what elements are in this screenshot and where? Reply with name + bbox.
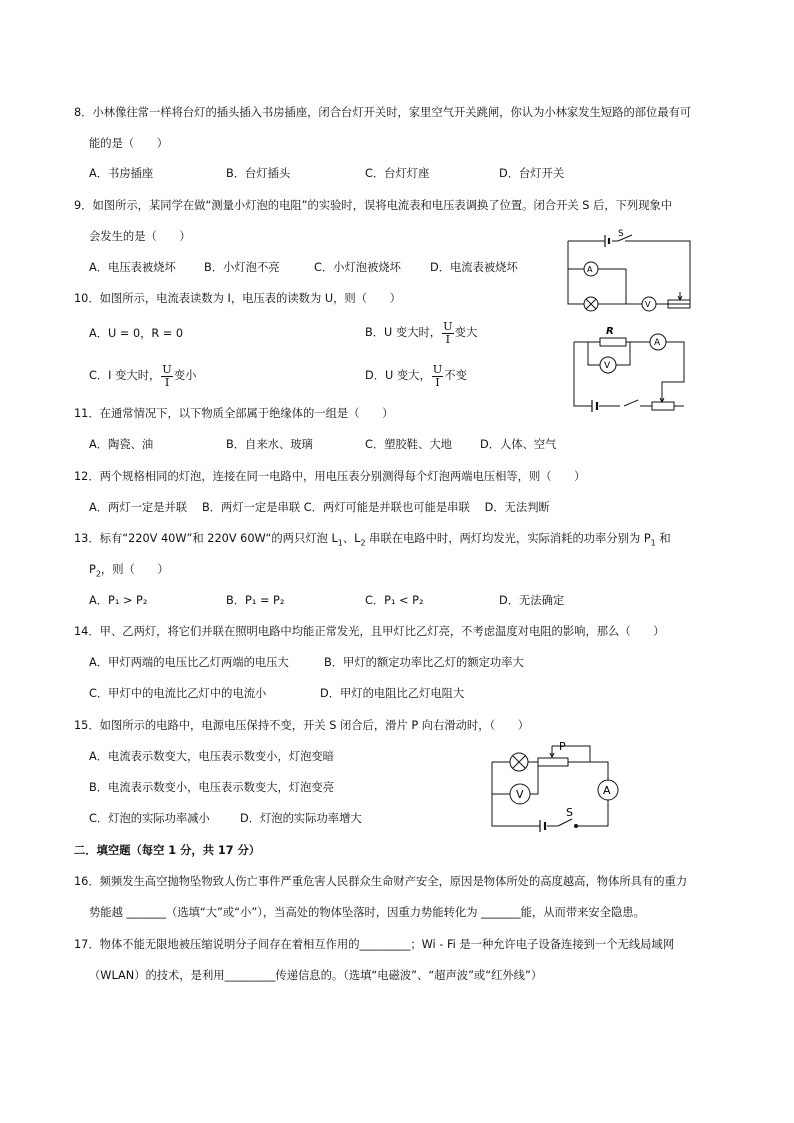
q10-option-c <box>89 360 196 392</box>
q10-resistor <box>600 338 626 346</box>
q14-option-c: C．甲灯中的电流比乙灯中的电流小 <box>89 687 267 700</box>
q13-text-e: P <box>89 563 96 576</box>
q14-stem: 14．甲、乙两灯，将它们并联在照明电路中均能正常发光，且甲灯比乙灯亮，不考虑温度对电阻的影响，那么（ ） <box>74 625 665 638</box>
q11-option-a: A．陶瓷、油 <box>89 438 154 451</box>
q9-switch-label: S <box>618 229 624 239</box>
frac-numerator: U <box>443 319 453 333</box>
q12-options: A．两灯一定是并联 B．两灯一定是串联 C．两灯可能是并联也可能是串联 D．无法判断 <box>89 501 550 514</box>
q8-option-d: D．台灯开关 <box>499 167 565 180</box>
q8-option-b: B．台灯插头 <box>226 167 291 180</box>
q10-top-wire <box>574 342 684 400</box>
q15-option-b: B．电流表示数变小，电压表示数变大，灯泡变亮 <box>89 781 334 794</box>
q15-rheostat <box>538 758 568 766</box>
q14-option-d: D．甲灯的电阻比乙灯电阻大 <box>320 687 465 700</box>
q15-circuit-diagram <box>486 738 626 834</box>
q10-option-d-tail: 不变 <box>444 369 467 382</box>
q15-option-c: C．灯泡的实际功率减小 <box>89 812 210 825</box>
frac-numerator: U <box>162 362 172 376</box>
q8-stem-line2: 能的是（ ） <box>89 137 169 150</box>
q13-stem-line1 <box>74 531 671 551</box>
q13-text-b: 、L <box>342 532 361 545</box>
q10-voltmeter-label: V <box>604 361 611 371</box>
q11-stem: 11．在通常情况下，以下物质全部属于绝缘体的一组是（ ） <box>74 407 394 420</box>
q16-stem-line2: 势能越 _______（选填“大”或“小”），当高处的物体坠落时，因重力势能转化为 _______能，从而带来安全隐患。 <box>89 906 645 919</box>
q13-option-c: C．P₁ < P₂ <box>365 594 424 607</box>
q15-stem: 15．如图所示的电路中，电源电压保持不变，开关 S 闭合后，滑片 P 向右滑动时，（ ） <box>74 719 530 732</box>
q9-option-c: C．小灯泡被烧坏 <box>314 261 401 274</box>
q9-option-a: A．电压表被烧坏 <box>89 261 176 274</box>
q14-option-b: B．甲灯的额定功率比乙灯的额定功率大 <box>324 656 524 669</box>
section-2-heading: 二．填空题（每空 1 分，共 17 分） <box>74 844 261 857</box>
q15-slider-wire <box>552 746 590 762</box>
frac-denominator: I <box>435 375 440 389</box>
frac-denominator: I <box>164 375 170 389</box>
q10-bottom-wire <box>574 342 684 406</box>
q15-voltmeter-branch <box>492 762 538 794</box>
q10-option-d <box>365 360 467 392</box>
q10-option-b-fraction <box>442 321 454 346</box>
q13-stem-line2 <box>89 562 169 582</box>
q10-option-d-text: D．U 变大， <box>365 369 431 382</box>
q10-ammeter-label: A <box>654 338 661 348</box>
q9-circuit-diagram <box>560 226 700 316</box>
q13-option-a: A．P₁ > P₂ <box>89 594 148 607</box>
q15-switch-label: S <box>566 806 573 819</box>
q9-stem-line2: 会发生的是（ ） <box>89 230 191 243</box>
frac-numerator: U <box>432 362 443 376</box>
q13-sub-p2: 2 <box>95 569 101 579</box>
q9-stem-line1: 9．如图所示，某同学在做“测量小灯泡的电阻”的实验时，误将电流表和电压表调换了位置。闭合开关 S 后，下列现象中 <box>74 199 673 212</box>
q8-option-a: A．书房插座 <box>89 167 154 180</box>
q10-option-c-fraction <box>161 364 173 389</box>
q13-text-f: ，则（ ） <box>100 563 169 576</box>
q13-sub-l1: 1 <box>337 538 343 548</box>
q13-text-a: 13．标有“220V 40W”和 220V 60W“的两只灯泡 L <box>74 532 338 545</box>
q15-voltmeter-label: V <box>516 788 524 801</box>
q10-circuit-diagram <box>566 322 696 414</box>
q8-stem-line1: 8．小林像往常一样将台灯的插头插入书房插座，闭合台灯开关时，家里空气开关跳闸，你认为小林家发生短路的部位最有可 <box>74 106 692 119</box>
q13-option-d: D．无法确定 <box>499 594 565 607</box>
q15-top-wire <box>492 762 608 780</box>
q11-option-c: C．塑胶鞋、大地 <box>365 438 452 451</box>
q10-option-c-text: C．I 变大时， <box>89 369 161 382</box>
q10-option-b-text: B．U 变大时， <box>365 326 442 339</box>
q9-voltmeter-label: V <box>645 300 651 309</box>
q8-option-c: C．台灯灯座 <box>365 167 430 180</box>
q10-resistor-label: R <box>606 326 614 337</box>
q10-rheostat <box>652 402 674 410</box>
q10-option-b <box>365 317 477 349</box>
q16-stem-line1: 16．频频发生高空抛物坠物致人伤亡事件严重危害人民群众生命财产安全，原因是物体所处的高度越高，物体所具有的重力 <box>74 875 688 888</box>
frac-denominator: I <box>445 332 451 346</box>
q10-option-b-tail: 变大 <box>454 326 478 339</box>
q11-option-d: D．人体、空气 <box>480 438 557 451</box>
q15-option-d: D．灯泡的实际功率增大 <box>240 812 362 825</box>
q15-ammeter-label: A <box>603 784 611 797</box>
q12-stem: 12．两个规格相同的灯泡，连接在同一电路中，用电压表分别测得每个灯泡两端电压相等，则（ ） <box>74 470 586 483</box>
q15-slider-label: P <box>559 740 566 753</box>
q10-stem: 10．如图所示，电流表读数为 I，电压表的读数为 U，则（ ） <box>74 292 401 305</box>
q9-ammeter-label: A <box>587 265 593 274</box>
q14-option-a: A．甲灯两端的电压比乙灯两端的电压大 <box>89 656 289 669</box>
q15-option-a: A．电流表示数变大，电压表示数变小，灯泡变暗 <box>89 750 334 763</box>
q9-option-d: D．电流表被烧坏 <box>430 261 518 274</box>
q9-ammeter-branch <box>568 269 626 304</box>
q9-option-b: B．小灯泡不亮 <box>204 261 280 274</box>
q10-option-a: A．U = 0，R = 0 <box>89 327 184 340</box>
q17-stem-line1: 17．物体不能无限地被压缩说明分子间存在着相互作用的_________；Wi - Fi 是一种允许电子设备连接到一个无线局域网 <box>74 938 675 951</box>
q10-option-d-fraction <box>432 364 444 389</box>
q13-text-d: 和 <box>655 532 671 545</box>
q13-sub-p1: 1 <box>650 538 656 548</box>
q13-option-b: B．P₁ = P₂ <box>226 594 285 607</box>
q11-option-b: B．自来水、玻璃 <box>226 438 313 451</box>
q10-option-c-tail: 变小 <box>173 369 197 382</box>
q17-stem-line2: （WLAN）的技术，是利用_________传递信息的。（选填“电磁波”、“超声波”或“红外线”） <box>89 969 543 982</box>
q13-text-c: 串联在电路中时，两灯均发光，实际消耗的功率分别为 P <box>365 532 651 545</box>
q13-sub-l2: 2 <box>360 538 366 548</box>
